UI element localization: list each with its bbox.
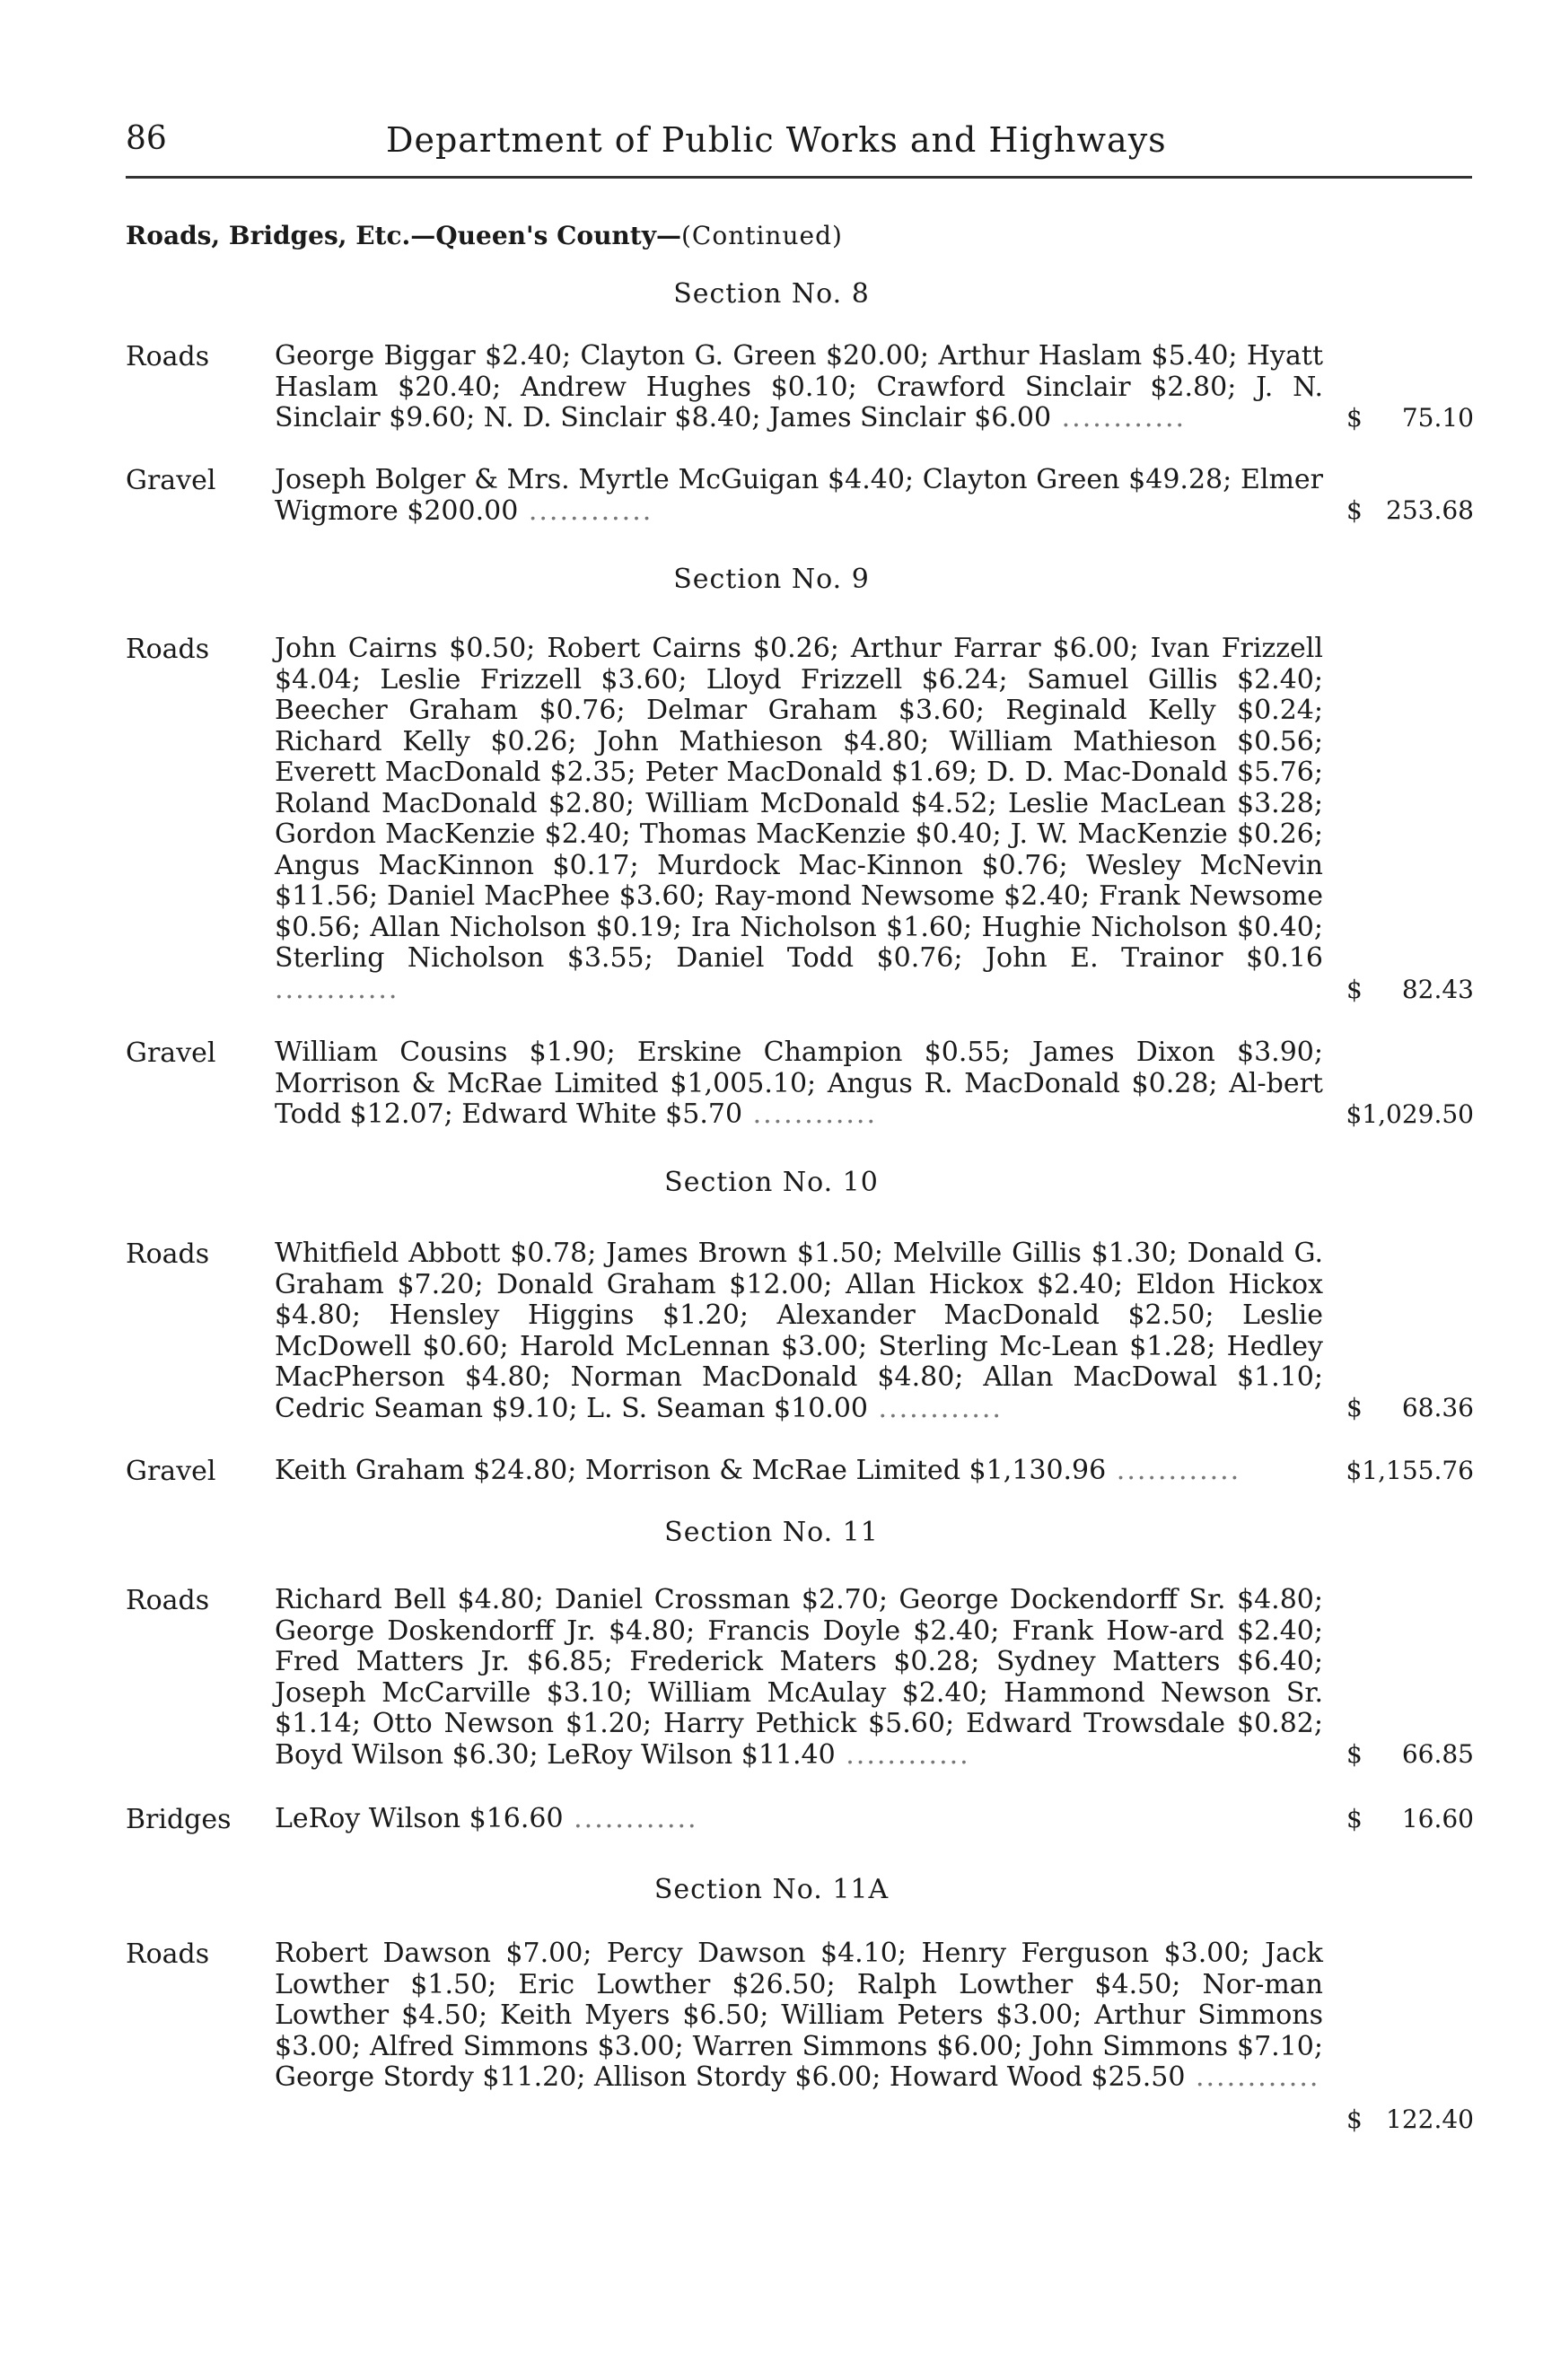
entry-amount-value: 75.10 <box>1401 403 1474 433</box>
entry-amount <box>1346 1099 1474 1129</box>
entry-currency: $ <box>1346 1804 1363 1833</box>
entry-text: LeRoy Wilson $16.60 ............ <box>275 1803 698 1834</box>
entry-text: William Cousins $1.90; Erskine Champion $0.55; James Dixon $3.90; Morrison & McRae Limited $1,005.10; Angus R. MacDonald $0.28; Al-bert Todd $12.07; Edward White $5.70 ............ <box>275 1037 1323 1130</box>
dot-leader: ............ <box>518 494 653 527</box>
entry-text: Joseph Bolger & Mrs. Myrtle McGuigan $4.40; Clayton Green $49.28; Elmer Wigmore $200.00 ............ <box>275 464 1323 527</box>
dot-leader: ............ <box>275 973 399 1005</box>
entry-category: Roads <box>126 341 210 372</box>
dot-leader: ............ <box>1051 402 1187 433</box>
header-rule <box>126 176 1472 179</box>
sub-heading-main: Roads, Bridges, Etc.—Queen's County— <box>126 221 681 250</box>
entry-category: Bridges <box>126 1804 232 1835</box>
entry-category: Roads <box>126 1585 210 1616</box>
dot-leader: ............ <box>868 1392 1003 1424</box>
dot-leader: ............ <box>1185 2061 1320 2093</box>
entry-amount <box>1346 403 1474 433</box>
entry-amount-value: 82.43 <box>1401 975 1474 1004</box>
entry-currency: $ <box>1346 1739 1363 1769</box>
entry-amount <box>1346 495 1474 525</box>
entry-amount <box>1346 2104 1474 2134</box>
entry-currency: $ <box>1346 495 1363 525</box>
page-number: 86 <box>126 120 167 157</box>
entry-amount-value: 122.40 <box>1386 2104 1474 2134</box>
entry-text: Keith Graham $24.80; Morrison & McRae Limited $1,130.96 ............ <box>275 1455 1241 1486</box>
entry-category: Gravel <box>126 1456 216 1487</box>
sub-heading <box>126 221 843 250</box>
entry-category: Roads <box>126 1238 210 1270</box>
entry-amount-value: 66.85 <box>1401 1739 1474 1769</box>
sub-heading-continued: (Continued) <box>680 221 843 250</box>
entry-amount-value: $1,029.50 <box>1346 1099 1474 1129</box>
entry-text: Richard Bell $4.80; Daniel Crossman $2.70; George Dockendorff Sr. $4.80; George Doskendorff Jr. $4.80; Francis Doyle $2.40; Frank How-ard $2.40; Fred Matters Jr. $6.85; Frederick Maters $0.28; Sydney Matters $6.40; Joseph McCarville $3.10; William McAulay $2.40; Hammond Newson Sr. $1.14; Otto Newson $1.20; Harry Pethick $5.60; Edward Trowsdale $0.82; Boyd Wilson $6.30; LeRoy Wilson $11.40 ............ <box>275 1584 1323 1771</box>
page-title: Department of Public Works and Highways <box>386 120 1167 160</box>
dot-leader: ............ <box>835 1738 970 1771</box>
entry-text: John Cairns $0.50; Robert Cairns $0.26; Arthur Farrar $6.00; Ivan Frizzell $4.04; Leslie Frizzell $3.60; Lloyd Frizzell $6.24; Samuel Gillis $2.40; Beecher Graham $0.76; Delmar Graham $3.60; Reginald Kelly $0.24; Richard Kelly $0.26; John Mathieson $4.80; William Mathieson $0.56; Everett MacDonald $2.35; Peter MacDonald $1.69; D. D. Mac-Donald $5.76; Roland MacDonald $2.80; William McDonald $4.52; Leslie MacLean $3.28; Gordon MacKenzie $2.40; Thomas MacKenzie $0.40; J. W. MacKenzie $0.26; Angus MacKinnon $0.17; Murdock Mac-Kinnon $0.76; Wesley McNevin $11.56; Daniel MacPhee $3.60; Ray-mond Newsome $2.40; Frank Newsome $0.56; Allan Nicholson $0.19; Ira Nicholson $1.60; Hughie Nicholson $0.40; Sterling Nicholson $3.55; Daniel Todd $0.76; John E. Trainor $0.16 ............ <box>275 633 1323 1005</box>
section-title: Section No. 10 <box>664 1167 879 1198</box>
entry-currency: $ <box>1346 2104 1363 2134</box>
page-header <box>126 115 1472 169</box>
entry-currency: $ <box>1346 403 1363 433</box>
entry-amount <box>1346 1804 1474 1833</box>
entry-category: Gravel <box>126 465 216 496</box>
entry-currency: $ <box>1346 1393 1363 1422</box>
section-title: Section No. 11 <box>664 1517 879 1548</box>
entry-amount-value: $1,155.76 <box>1346 1456 1474 1485</box>
entry-text: George Biggar $2.40; Clayton G. Green $20.00; Arthur Haslam $5.40; Hyatt Haslam $20.40; Andrew Hughes $0.10; Crawford Sinclair $2.80; J. N. Sinclair $9.60; N. D. Sinclair $8.40; James Sinclair $6.00 ............ <box>275 340 1323 433</box>
section-title: Section No. 11A <box>653 1874 890 1905</box>
entry-text: Whitfield Abbott $0.78; James Brown $1.50; Melville Gillis $1.30; Donald G. Graham $7.20; Donald Graham $12.00; Allan Hickox $2.40; Eldon Hickox $4.80; Hensley Higgins $1.20; Alexander MacDonald $2.50; Leslie McDowell $0.60; Harold McLennan $3.00; Sterling Mc-Lean $1.28; Hedley MacPherson $4.80; Norman MacDonald $4.80; Allan MacDowal $1.10; Cedric Seaman $9.10; L. S. Seaman $10.00 ............ <box>275 1238 1323 1424</box>
entry-amount-value: 16.60 <box>1401 1804 1474 1833</box>
entry-category: Gravel <box>126 1037 216 1069</box>
section-title: Section No. 9 <box>673 564 870 595</box>
entry-amount <box>1346 1393 1474 1422</box>
entry-amount-value: 68.36 <box>1401 1393 1474 1422</box>
entry-amount <box>1346 1739 1474 1769</box>
entry-amount <box>1346 1456 1474 1485</box>
entry-currency: $ <box>1346 975 1363 1004</box>
section-title: Section No. 8 <box>673 278 870 310</box>
entry-amount-value: 253.68 <box>1386 495 1474 525</box>
dot-leader: ............ <box>1106 1455 1241 1486</box>
entry-text: Robert Dawson $7.00; Percy Dawson $4.10; Henry Ferguson $3.00; Jack Lowther $1.50; Eric Lowther $26.50; Ralph Lowther $4.50; Nor-man Lowther $4.50; Keith Myers $6.50; William Peters $3.00; Arthur Simmons $3.00; Alfred Simmons $3.00; Warren Simmons $6.00; John Simmons $7.10; George Stordy $11.20; Allison Stordy $6.00; Howard Wood $25.50 ............ <box>275 1938 1323 2093</box>
entry-category: Roads <box>126 1938 210 1970</box>
entry-category: Roads <box>126 634 210 665</box>
dot-leader: ............ <box>563 1803 698 1834</box>
dot-leader: ............ <box>742 1098 878 1130</box>
entry-amount <box>1346 975 1474 1004</box>
